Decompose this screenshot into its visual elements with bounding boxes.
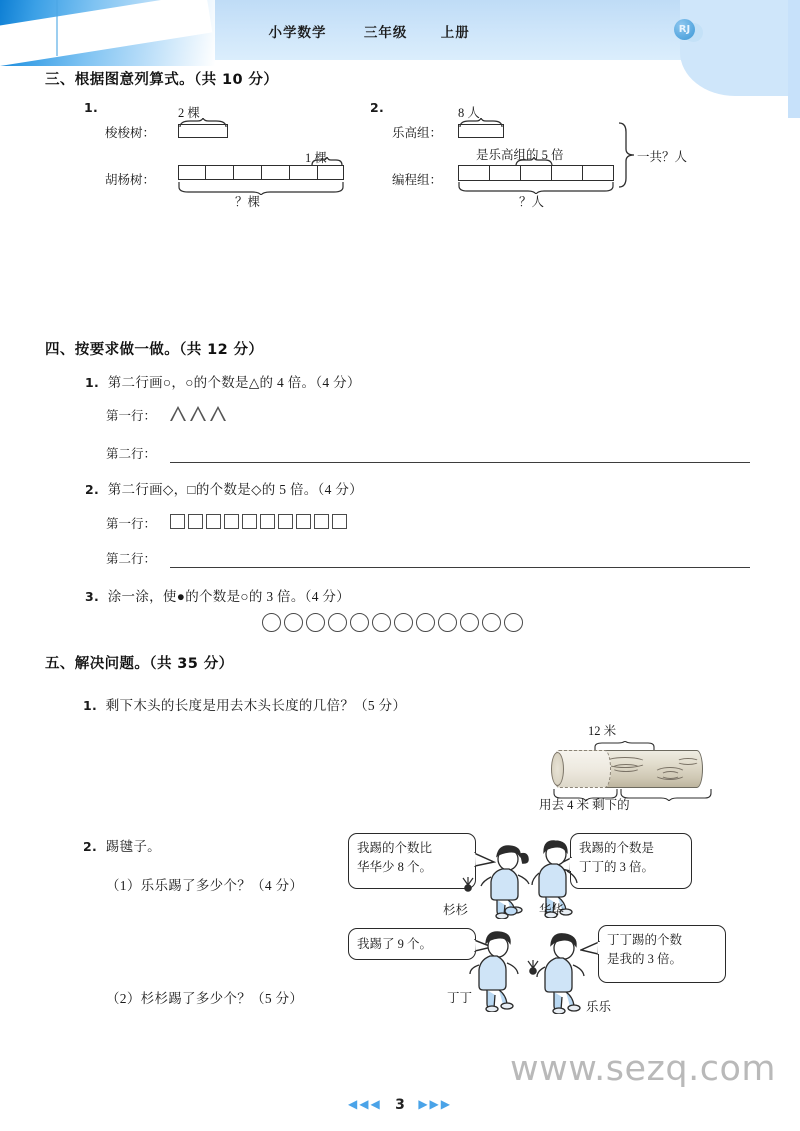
section4-q1-row2-label: 第二行： — [106, 447, 157, 461]
header-band-tail — [680, 0, 800, 96]
section4-q2-square-row — [170, 514, 347, 529]
section4-q1-row1-label: 第一行： — [106, 409, 157, 423]
section4-q3: 3. 涂一涂，使●的个数是○的 3 倍。（4 分） — [85, 589, 351, 604]
section5-q2: 2. 踢毽子。 — [83, 839, 161, 854]
square-shape — [170, 514, 185, 529]
circle-shape[interactable] — [284, 613, 303, 632]
section4-q1-triangle-row — [170, 406, 227, 421]
square-shape — [332, 514, 347, 529]
circle-shape[interactable] — [262, 613, 281, 632]
bubble-line-2: 丁丁的 3 倍。 — [579, 860, 655, 874]
section3-q2-row2-label: 编程组： — [392, 173, 443, 187]
section3-q1-row1-label: 梭梭树： — [105, 126, 156, 140]
section4-q2-row1-label: 第一行： — [106, 517, 157, 531]
section4-q1: 1. 第二行画○，○的个数是△的 4 倍。（4 分） — [85, 375, 361, 390]
section5-q2-text: 踢毽子。 — [105, 839, 161, 854]
speech-bubble-dingding — [348, 928, 476, 960]
circle-shape[interactable] — [372, 613, 391, 632]
speech-bubble-shanshan — [348, 833, 476, 889]
header-subject: 小学数学 — [268, 25, 327, 41]
next-page-arrows[interactable]: ▶▶▶ — [418, 1097, 453, 1111]
kid-name-dingding: 丁丁 — [447, 991, 473, 1005]
section-3-heading: 三、根据图意列算式。（共 10 分） — [45, 72, 279, 88]
circle-shape[interactable] — [438, 613, 457, 632]
kid-name-huahua: 华华 — [539, 903, 565, 917]
bubble-line-1: 我踢的个数比 — [357, 841, 433, 855]
bubble-line-1: 我踢了 9 个。 — [357, 937, 433, 951]
brace-icon — [616, 122, 638, 188]
circle-shape[interactable] — [482, 613, 501, 632]
section3-q2-brace-label: 一共？人 — [637, 150, 688, 164]
section3-q2-number: 2. — [370, 100, 385, 115]
section5-q2-sub2: （2）杉杉踢了多少个？（5 分） — [106, 991, 304, 1006]
square-shape — [242, 514, 257, 529]
section5-q1-log-top-label: 12 米 — [588, 724, 617, 738]
bubble-line-2: 是我的 3 倍。 — [607, 952, 683, 966]
square-shape — [296, 514, 311, 529]
section3-q1-bar-small — [178, 120, 228, 138]
section4-q2-text: 第二行画◇，□的个数是◇的 5 倍。（4 分） — [107, 482, 363, 497]
section4-q2: 2. 第二行画◇，□的个数是◇的 5 倍。（4 分） — [85, 482, 363, 497]
prev-page-arrows[interactable]: ◀◀◀ — [347, 1097, 382, 1111]
section5-q2-sub1: （1）乐乐踢了多少个？（4 分） — [106, 878, 304, 893]
section3-q2-row1-label: 乐高组： — [392, 126, 443, 140]
brace-icon — [178, 118, 228, 128]
shuttlecock-icon — [460, 877, 476, 893]
section3-q1-row2-value: 1 棵 — [305, 151, 327, 165]
section4-q2-answer-line[interactable] — [170, 567, 750, 568]
section5-q1: 1. 剩下木头的长度是用去木头长度的几倍？（5 分） — [83, 698, 407, 713]
circle-shape[interactable] — [350, 613, 369, 632]
triangle-shape — [190, 406, 207, 421]
header-right-edge — [788, 0, 800, 118]
section4-q3-circle-row[interactable] — [262, 613, 523, 632]
circle-shape[interactable] — [306, 613, 325, 632]
section3-q2-row2-unknown: ？人 — [519, 195, 545, 209]
section3-q1-number: 1. — [84, 100, 99, 115]
triangle-shape — [170, 406, 187, 421]
log-end-cap — [551, 752, 564, 786]
square-shape — [278, 514, 293, 529]
header-volume: 上册 — [440, 25, 470, 41]
brace-icon — [178, 182, 344, 195]
section3-q1-row2-label: 胡杨树： — [105, 173, 156, 187]
square-shape — [206, 514, 221, 529]
circle-shape[interactable] — [460, 613, 479, 632]
section3-q2-row1-value: 8 人 — [458, 106, 480, 120]
header-grade: 三年级 — [363, 25, 408, 41]
section4-q3-text: 涂一涂，使●的个数是○的 3 倍。（4 分） — [107, 589, 351, 604]
bubble-line-1: 丁丁踢的个数 — [607, 933, 683, 947]
square-shape — [224, 514, 239, 529]
circle-shape[interactable] — [328, 613, 347, 632]
circle-shape[interactable] — [394, 613, 413, 632]
kid-figure-dingding — [468, 930, 526, 1012]
brace-icon — [514, 157, 554, 167]
section5-q1-text: 剩下木头的长度是用去木头长度的几倍？（5 分） — [105, 698, 407, 713]
kid-name-lele: 乐乐 — [586, 1000, 612, 1014]
section-4-heading: 四、按要求做一做。（共 12 分） — [45, 342, 264, 358]
brace-icon — [458, 118, 506, 128]
section3-q1-row1-value: 2 棵 — [178, 106, 200, 120]
page-footer — [0, 1097, 800, 1113]
section3-q2-row2-note: 是乐高组的 5 倍 — [476, 148, 564, 162]
circle-shape[interactable] — [416, 613, 435, 632]
section3-q2-bar-small — [458, 120, 506, 138]
triangle-shape — [210, 406, 227, 421]
section4-q2-row2-label: 第二行： — [106, 552, 157, 566]
square-shape — [188, 514, 203, 529]
section3-q1-total-label: ？棵 — [235, 195, 261, 209]
site-watermark: www.sezq.com — [509, 1049, 776, 1089]
log-illustration — [553, 750, 713, 790]
square-shape — [260, 514, 275, 529]
speech-bubble-lele — [598, 925, 726, 983]
section4-q1-answer-line[interactable] — [170, 462, 750, 463]
square-shape — [314, 514, 329, 529]
shuttlecock-icon — [502, 903, 520, 917]
shuttlecock-icon — [525, 960, 541, 976]
edition-badge: RJ — [674, 19, 695, 40]
kid-name-shanshan: 杉杉 — [443, 903, 469, 917]
section5-q1-log-bottom-label: 用去 4 米 剩下的 — [539, 798, 630, 812]
section-5-heading: 五、解决问题。（共 35 分） — [45, 656, 234, 672]
section4-q1-text: 第二行画○，○的个数是△的 4 倍。（4 分） — [107, 375, 361, 390]
bubble-line-1: 我踢的个数是 — [579, 841, 655, 855]
circle-shape[interactable] — [504, 613, 523, 632]
speech-bubble-huahua — [570, 833, 692, 889]
page-number: 3 — [395, 1097, 405, 1113]
bubble-line-2: 华华少 8 个。 — [357, 860, 433, 874]
brace-icon — [310, 157, 344, 166]
